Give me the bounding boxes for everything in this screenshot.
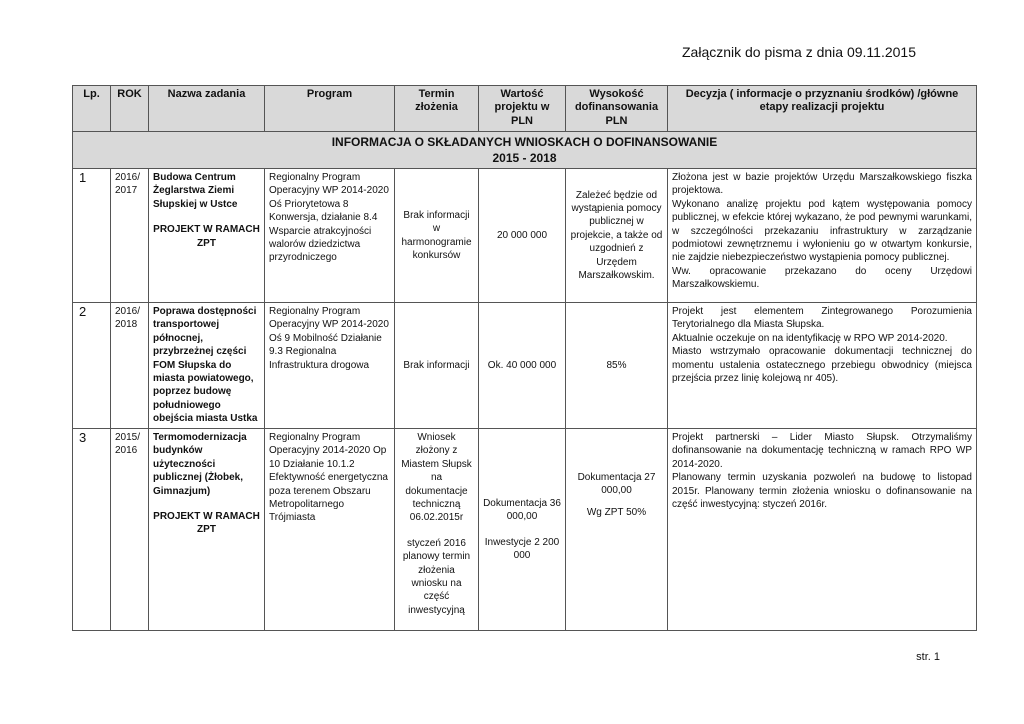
termin-investment: styczeń 2016 planowy termin złożenia wniosku na część inwestycyjną [402, 537, 471, 616]
row-rok: 2016/ 2018 [111, 303, 149, 429]
col-header-termin: Termin złożenia [395, 86, 479, 132]
row-wartosc: 20 000 000 [479, 169, 566, 303]
decision-line: Miasto wstrzymało opracowanie dokumentacji technicznej do momentu ustalenia ostatecznego przebiegu obwodnicy (miejsca przejścia przez linię kolejową nr 405). [672, 346, 972, 385]
table-row [73, 303, 977, 429]
col-header-decyzja: Decyzja ( informacje o przyznaniu środków) /główne etapy realizacji projektu [668, 86, 977, 132]
wartosc-documentation: Dokumentacja 36 000,00 [483, 497, 561, 523]
section-row [73, 132, 977, 169]
row-program: Regionalny Program Operacyjny 2014-2020 Op 10 Działanie 10.1.2 Efektywność energetyczna poza terenem Obszaru Metropolitarnego Trójmiasta [265, 429, 395, 631]
row-lp: 1 [73, 169, 111, 303]
row-task-name [149, 169, 265, 303]
termin-documentation: Wniosek złożony z Miastem Słupsk na dokumentacje techniczną 06.02.2015r [401, 432, 472, 524]
section-heading [73, 132, 977, 169]
decision-line: Projekt jest elementem Zintegrowanego Porozumienia Terytorialnego dla Miasta Słupska. [672, 306, 972, 331]
dofinansowanie-zpt: Wg ZPT 50% [586, 506, 647, 518]
row-decyzja [668, 429, 977, 631]
col-header-wartosc: Wartość projektu w PLN [479, 86, 566, 132]
decision-line: Wykonano analizę projektu pod kątem występowania pomocy publicznej, w efekcie której wykazano, że pod pewnymi warunkami, w szczególności przekazaniu infrastruktury w zarządzanie podmiotowi zewnętrznemu i wyłonieniu go w otwartym konkursie, nie zajdzie niebezpieczeństwo wystąpienia pomocy publicznej. [672, 198, 972, 264]
row-decyzja [668, 169, 977, 303]
col-header-nazwa: Nazwa zadania [149, 86, 265, 132]
page-number: str. 1 [916, 651, 940, 663]
decision-line: Ww. opracowanie przekazano do oceny Urzędowi Marszałkowskiemu. [672, 265, 972, 291]
col-header-rok: ROK [111, 86, 149, 132]
table-row [73, 169, 977, 303]
col-header-program: Program [265, 86, 395, 132]
row-dofinansowanie [566, 429, 668, 631]
row-termin: Brak informacji [395, 303, 479, 429]
wartosc-investment: Inwestycje 2 200 000 [484, 536, 560, 561]
document-date-note: Załącznik do pisma z dnia 09.11.2015 [682, 44, 916, 60]
row-termin: Brak informacji w harmonogramie konkursów [395, 169, 479, 303]
row-dofinansowanie: 85% [566, 303, 668, 429]
row-termin [395, 429, 479, 631]
decision-line: Projekt partnerski – Lider Miasto Słupsk. Otrzymaliśmy dofinansowanie na dokumentację techniczną w ramach RPO WP 2014-2020. [672, 432, 972, 470]
section-title: INFORMACJA O SKŁADANYCH WNIOSKACH O DOFINANSOWANIE [331, 135, 718, 149]
dofinansowanie-documentation: Dokumentacja 27 000,00 [577, 472, 656, 497]
col-header-lp: Lp. [73, 86, 111, 132]
row-lp: 3 [73, 429, 111, 631]
row-dofinansowanie: Zależeć będzie od wystąpienia pomocy publicznej w projekcie, a także od uzgodnień z Urzędem Marszałkowskim. [566, 169, 668, 303]
row-wartosc: Ok. 40 000 000 [479, 303, 566, 429]
section-years: 2015 - 2018 [492, 151, 557, 165]
row-wartosc [479, 429, 566, 631]
decision-line: Złożona jest w bazie projektów Urzędu Marszałkowskiego fiszka projektowa. [672, 172, 972, 197]
task-name-text: Budowa Centrum Żeglarstwa Ziemi Słupskiej w Ustce [153, 172, 238, 210]
row-program: Regionalny Program Operacyjny WP 2014-2020 Oś 9 Mobilność Działanie 9.3 Regionalna Infrastruktura drogowa [265, 303, 395, 429]
task-name-text: Termomodernizacja budynków użyteczności publicznej (Żłobek, Gimnazjum) [153, 432, 247, 497]
row-decyzja [668, 303, 977, 429]
task-name-note: PROJEKT W RAMACH ZPT [153, 511, 260, 536]
row-rok: 2016/ 2017 [111, 169, 149, 303]
row-rok: 2015/ 2016 [111, 429, 149, 631]
decision-line: Aktualnie oczekuje on na identyfikację w RPO WP 2014-2020. [672, 332, 948, 344]
funding-applications-table [72, 85, 977, 631]
task-name-note: PROJEKT W RAMACH ZPT [153, 224, 260, 249]
col-header-dofinansowanie: Wysokość dofinansowania PLN [566, 86, 668, 132]
table-header-row [73, 86, 977, 132]
table-row [73, 429, 977, 631]
decision-line: Planowany termin uzyskania pozwoleń na budowę to listopad 2015r. Planowany termin złożenia wniosku o dofinansowanie na część inwestycyjną: styczeń 2016r. [672, 472, 972, 511]
row-program: Regionalny Program Operacyjny WP 2014-2020 Oś Priorytetowa 8 Konwersja, działanie 8.4 Wsparcie atrakcyjności walorów dziedzictwa przyrodniczego [265, 169, 395, 303]
row-task-name: Poprawa dostępności transportowej północnej, przybrzeżnej części FOM Słupska do miasta powiatowego, poprzez budowę południowego obejścia miasta Ustka [149, 303, 265, 429]
row-task-name [149, 429, 265, 631]
row-lp: 2 [73, 303, 111, 429]
